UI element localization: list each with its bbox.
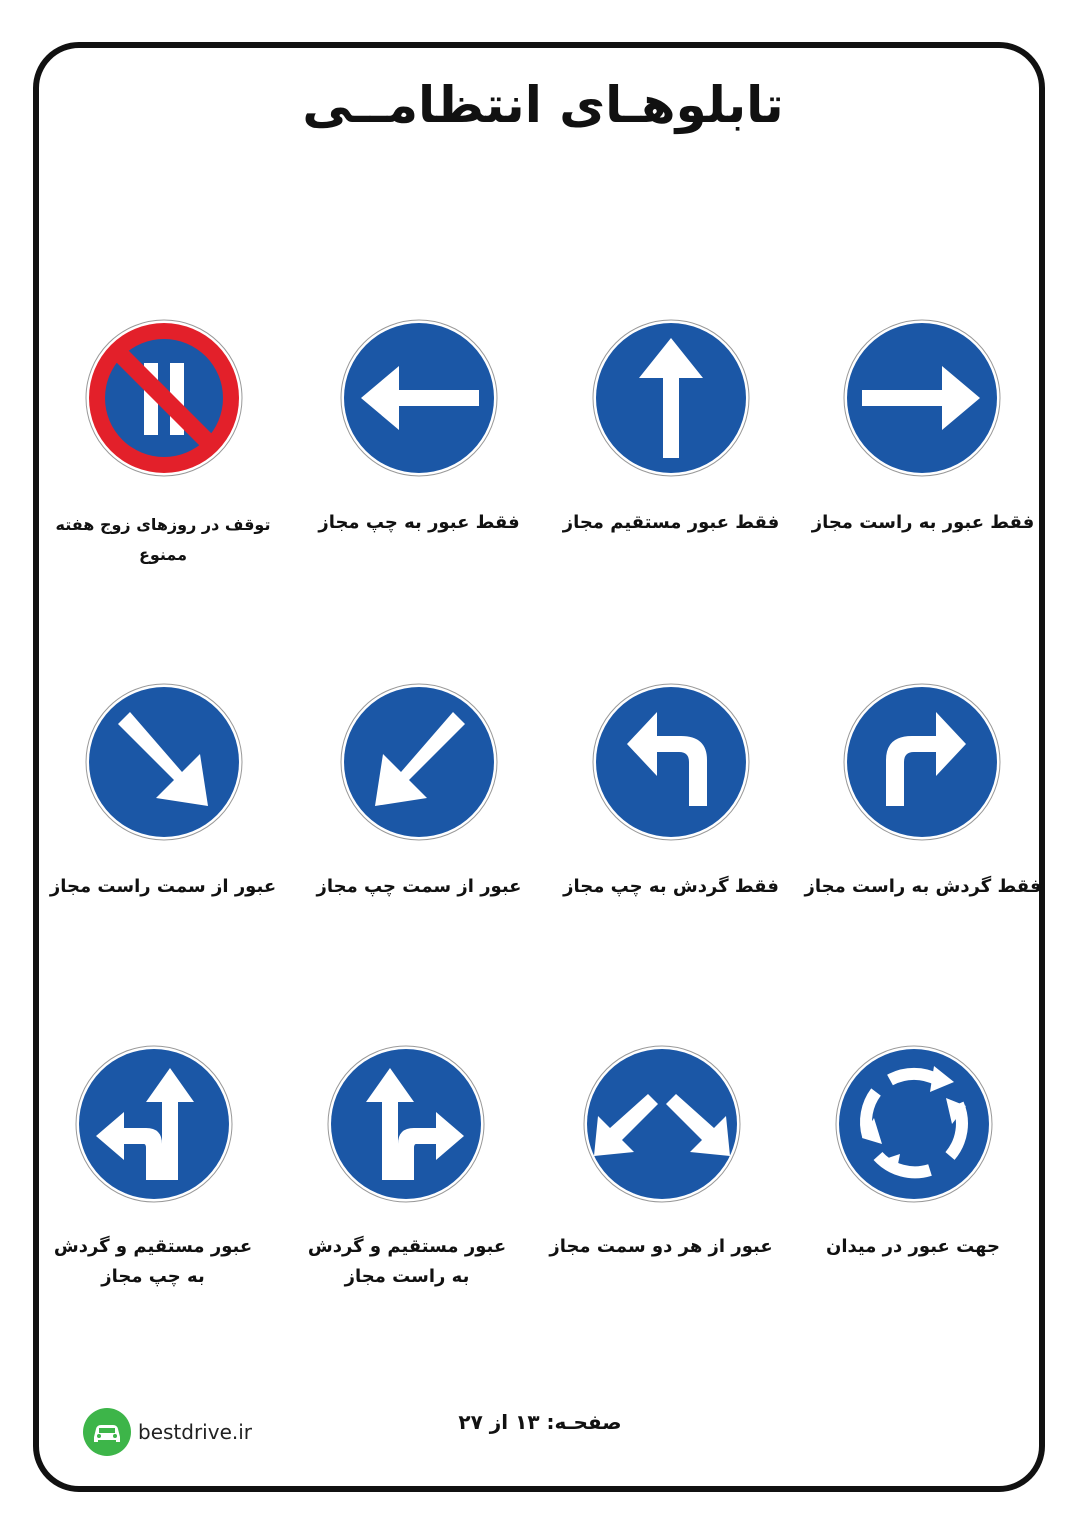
site-logo-text: bestdrive.ir xyxy=(138,1420,253,1444)
caption-pass-either-side: عبور از هر دو سمت مجاز xyxy=(549,1236,773,1257)
caption-roundabout: جهت عبور در میدان xyxy=(825,1236,1001,1257)
caption-arrow-left: فقط عبور به چپ مجاز xyxy=(318,512,520,533)
caption-arrow-right: فقط عبور به راست مجاز xyxy=(811,512,1035,533)
caption-straight-or-right xyxy=(282,1232,532,1292)
keep-right-icon xyxy=(84,682,244,842)
pass-either-side-icon xyxy=(582,1044,742,1204)
arrow-left-icon xyxy=(339,318,499,478)
caption-straight-or-right-line1: عبور مستقیم و گردش xyxy=(307,1236,507,1257)
page-title: تابلوهـای انتظامــی xyxy=(302,76,784,134)
turn-left-icon xyxy=(591,682,751,842)
caption-keep-right: عبور از سمت راست مجاز xyxy=(49,876,277,897)
arrow-right-icon xyxy=(842,318,1002,478)
caption-turn-left: فقط گردش به چپ مجاز xyxy=(563,876,779,897)
arrow-up-icon xyxy=(591,318,751,478)
straight-or-right-icon xyxy=(326,1044,486,1204)
roundabout-icon xyxy=(834,1044,994,1204)
caption-turn-right: فقط گردش به راست مجاز xyxy=(804,876,1042,897)
caption-straight-or-left xyxy=(28,1232,278,1292)
caption-arrow-up: فقط عبور مستقیم مجاز xyxy=(562,512,780,533)
turn-right-icon xyxy=(842,682,1002,842)
car-icon xyxy=(82,1407,132,1457)
caption-straight-or-left-line1: عبور مستقیم و گردش xyxy=(53,1236,253,1257)
page-number: صفحـه: ۱۳ از ۲۷ xyxy=(458,1410,622,1434)
caption-keep-left: عبور از سمت چپ مجاز xyxy=(316,876,522,897)
caption-no-parking-even-days: توقف در روزهای زوج هفته ممنوع xyxy=(55,515,271,564)
no-parking-even-days-icon xyxy=(84,318,244,478)
keep-left-icon xyxy=(339,682,499,842)
site-logo[interactable] xyxy=(82,1407,252,1457)
caption-straight-or-right-line2: به راست مجاز xyxy=(344,1266,470,1287)
straight-or-left-icon xyxy=(74,1044,234,1204)
caption-straight-or-left-line2: به چپ مجاز xyxy=(101,1266,205,1287)
